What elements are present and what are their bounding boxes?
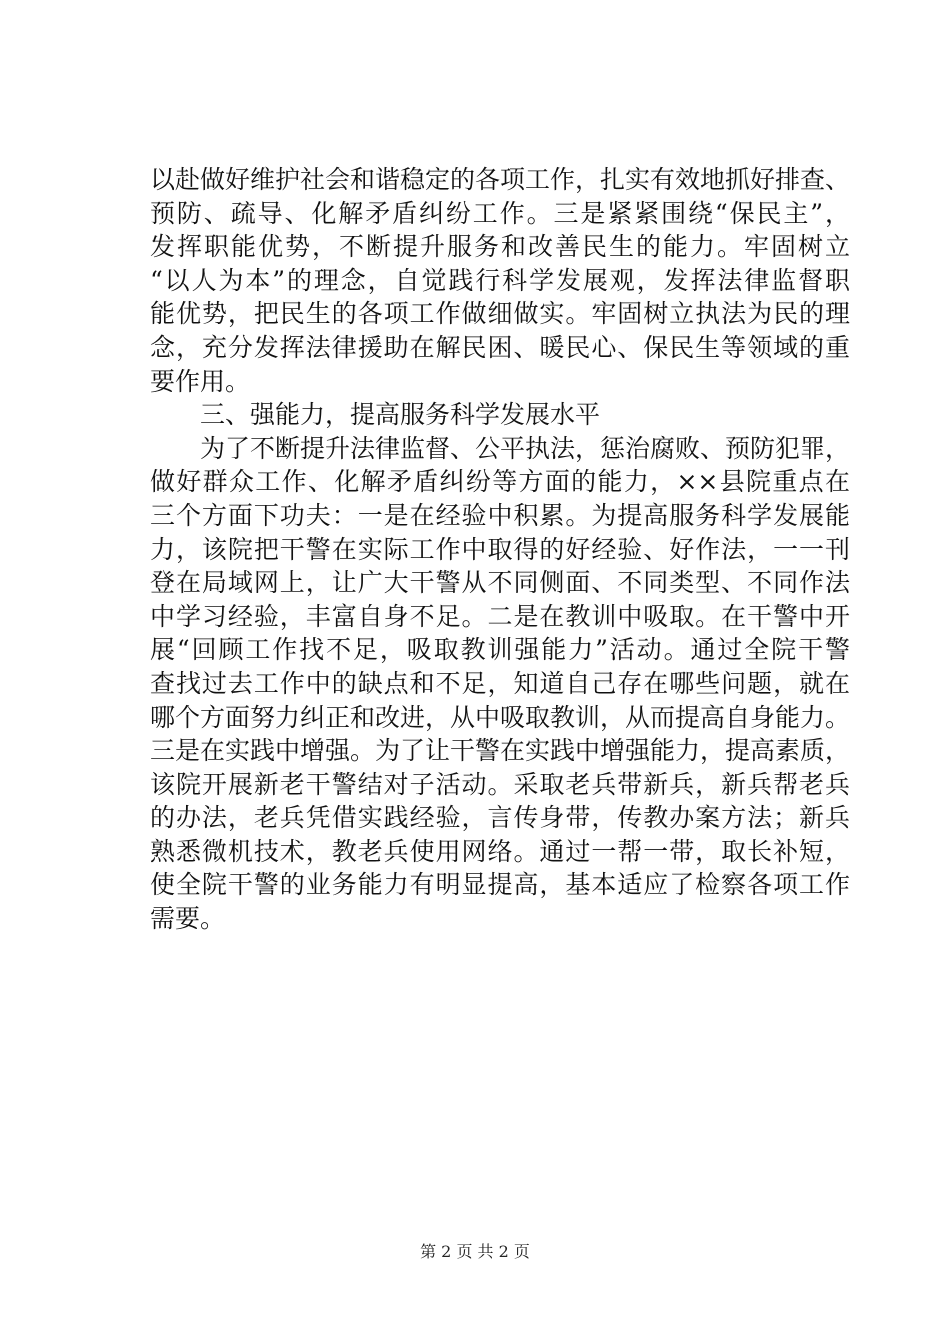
- page-footer: [0, 1242, 950, 1262]
- text-line: 熟悉微机技术，教老兵使用网络。通过一帮一带，取长补短，: [150, 836, 850, 866]
- text-line: 中学习经验，丰富自身不足。二是在教训中吸取。在干警中开: [150, 601, 850, 631]
- text-line: 发挥职能优势，不断提升服务和改善民生的能力。牢固树立: [150, 232, 850, 262]
- text-line: 的办法，老兵凭借实践经验，言传身带，传教办案方法；新兵: [150, 803, 850, 833]
- document-body: [150, 163, 850, 936]
- text-line: 查找过去工作中的缺点和不足，知道自己存在哪些问题，就在: [150, 668, 850, 698]
- page-number-label: 第 2 页 共 2 页: [420, 1242, 530, 1261]
- text-line: 为了不断提升法律监督、公平执法，惩治腐败、预防犯罪，: [200, 433, 850, 463]
- text-line: 该院开展新老干警结对子活动。采取老兵带新兵，新兵帮老兵: [150, 769, 850, 799]
- text-line: 力，该院把干警在实际工作中取得的好经验、好作法，一一刊: [150, 534, 850, 564]
- text-line: 能优势，把民生的各项工作做细做实。牢固树立执法为民的理: [150, 299, 850, 329]
- text-line: 三是在实践中增强。为了让干警在实践中增强能力，提高素质，: [150, 736, 850, 766]
- text-line: 需要。: [150, 904, 226, 934]
- text-line: “以人为本”的理念，自觉践行科学发展观，发挥法律监督职: [150, 265, 850, 295]
- text-line: 以赴做好维护社会和谐稳定的各项工作，扎实有效地抓好排查、: [150, 165, 850, 194]
- text-line: 展“回顾工作找不足，吸取教训强能力”活动。通过全院干警: [150, 635, 850, 665]
- text-line: 登在局域网上，让广大干警从不同侧面、不同类型、不同作法: [150, 568, 850, 598]
- text-line: 念，充分发挥法律援助在解民困、暖民心、保民生等领域的重: [150, 332, 850, 362]
- section-heading: 三、强能力，提高服务科学发展水平: [200, 400, 601, 430]
- text-line: 预防、疏导、化解矛盾纠纷工作。三是紧紧围绕“保民主”，: [150, 198, 850, 228]
- text-line: 哪个方面努力纠正和改进，从中吸取教训，从而提高自身能力。: [150, 702, 850, 732]
- text-line: 要作用。: [150, 366, 251, 396]
- text-line: 使全院干警的业务能力有明显提高，基本适应了检察各项工作: [150, 870, 850, 900]
- text-line: 做好群众工作、化解矛盾纠纷等方面的能力，××县院重点在: [150, 467, 850, 497]
- text-line: 三个方面下功夫：一是在经验中积累。为提高服务科学发展能: [150, 500, 850, 530]
